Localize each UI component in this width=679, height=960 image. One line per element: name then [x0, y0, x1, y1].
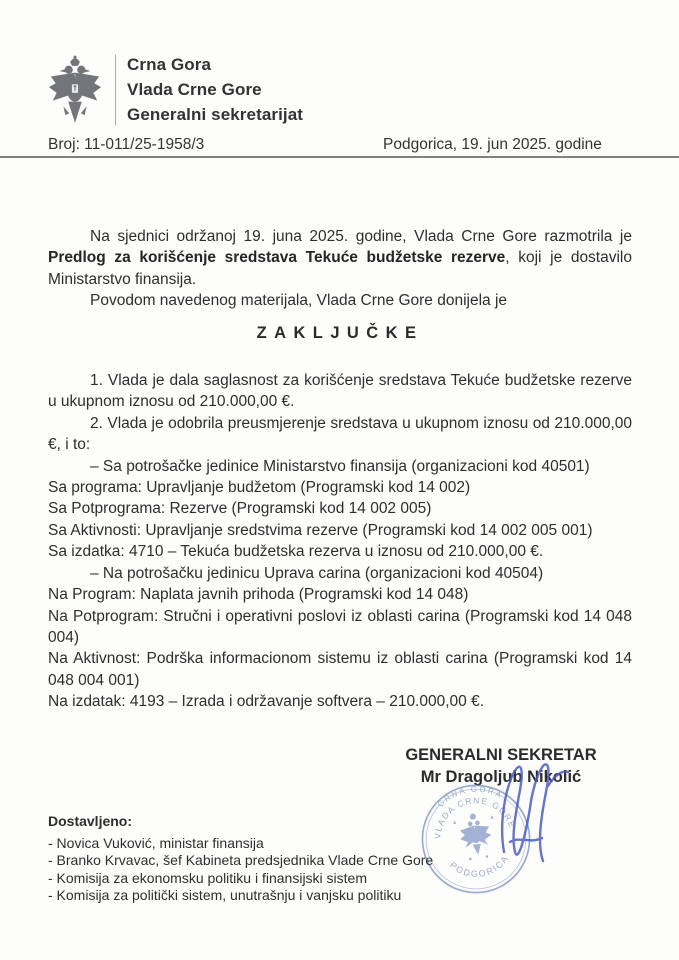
distribution-list: [48, 813, 433, 905]
coat-of-arms-icon: [46, 53, 104, 127]
stamp-bottom-text: PODGORICA: [447, 852, 511, 879]
meta-row: [48, 136, 679, 156]
header-department: Generalni sekretarijat: [127, 105, 304, 124]
detail-line: Sa Aktivnosti: Upravljanje sredstvima rezerve (Programski kod 14 002 005 001): [48, 521, 593, 539]
stamp-outer-ring-text: CRNA GORA: [435, 784, 505, 809]
letterhead: [46, 52, 303, 127]
detail-line: Sa programa: Upravljanje budžetom (Programski kod 14 002): [48, 479, 471, 497]
signatory-name: Mr Dragoljub Nikolić: [420, 768, 582, 786]
document-number: Broj: 11-011/25-1958/3: [48, 136, 205, 153]
conclusion-item-1: 1. Vlada je dala saglasnost za korišćenje sredstava Tekuće budžetske rezerve u ukupnom iznosu od 210.000,00 €.: [48, 372, 632, 411]
document-body: [48, 226, 632, 713]
letterhead-divider: [115, 55, 116, 125]
detail-line: Sa izdatka: 4710 – Tekuća budžetska rezerva u iznosu od 210.000,00 €.: [48, 543, 544, 561]
handwritten-signature-icon: [492, 756, 580, 874]
distribution-item: - Komisija za politički sistem, unutrašnju i vanjsku politiku: [48, 887, 402, 904]
intro-paragraph: [48, 226, 632, 290]
header-country: Crna Gora: [127, 55, 212, 74]
distribution-label: Dostavljeno:: [48, 813, 133, 829]
letterhead-text: [127, 52, 303, 127]
intro-paragraph-2: Povodom navedenog materijala, Vlada Crne Gore donijela je: [90, 292, 508, 310]
horizontal-divider: [0, 156, 679, 158]
place-and-date: Podgorica, 19. jun 2025. godine: [383, 136, 602, 153]
intro-text-start: Na sjednici održanoj 19. juna 2025. godine, Vlada Crne Gore razmotrila je: [90, 228, 632, 245]
conclusion-item-2: 2. Vlada je odobrila preusmjerenje sredstava u ukupnom iznosu od 210.000,00 €, i to:: [48, 414, 632, 454]
detail-line: Na Potprogram: Stručni i operativni poslovi iz oblasti carina (Programski kod 14 048 004): [48, 607, 632, 646]
detail-line: Sa Potprograma: Rezerve (Programski kod 14 002 005): [48, 500, 432, 518]
distribution-item: - Komisija za ekonomsku politiku i finansijski sistem: [48, 869, 367, 886]
detail-line: – Sa potrošačke jedinice Ministarstvo finansija (organizacioni kod 40501): [90, 457, 590, 475]
stamp-inner-ring-text: VLADA CRNE GORE: [432, 795, 518, 840]
detail-line: Na Program: Naplata javnih prihoda (Programski kod 14 048): [48, 586, 469, 604]
conclusions-heading: ZAKLJUČKE: [256, 323, 424, 342]
detail-line: Na Aktivnost: Podrška informacionom sistemu iz oblasti carina (Programski kod 14 048 004 001): [48, 650, 632, 689]
header-government: Vlada Crne Gore: [127, 80, 262, 99]
signatory-title: GENERALNI SEKRETAR: [405, 746, 597, 764]
intro-text-bold: Predlog za korišćenje sredstava Tekuće budžetske rezerve: [48, 249, 506, 267]
distribution-item: - Novica Vuković, ministar finansija: [48, 834, 264, 851]
detail-line: – Na potrošačku jedinicu Uprava carina (organizacioni kod 40504): [90, 564, 544, 582]
intro-text-end: , koji je dostavilo Ministarstvo finansija.: [48, 249, 632, 288]
distribution-item: - Branko Krvavac, šef Kabineta predsjednika Vlade Crne Gore: [48, 852, 434, 869]
detail-line: Na izdatak: 4193 – Izrada i održavanje softvera – 210.000,00 €.: [48, 693, 485, 711]
